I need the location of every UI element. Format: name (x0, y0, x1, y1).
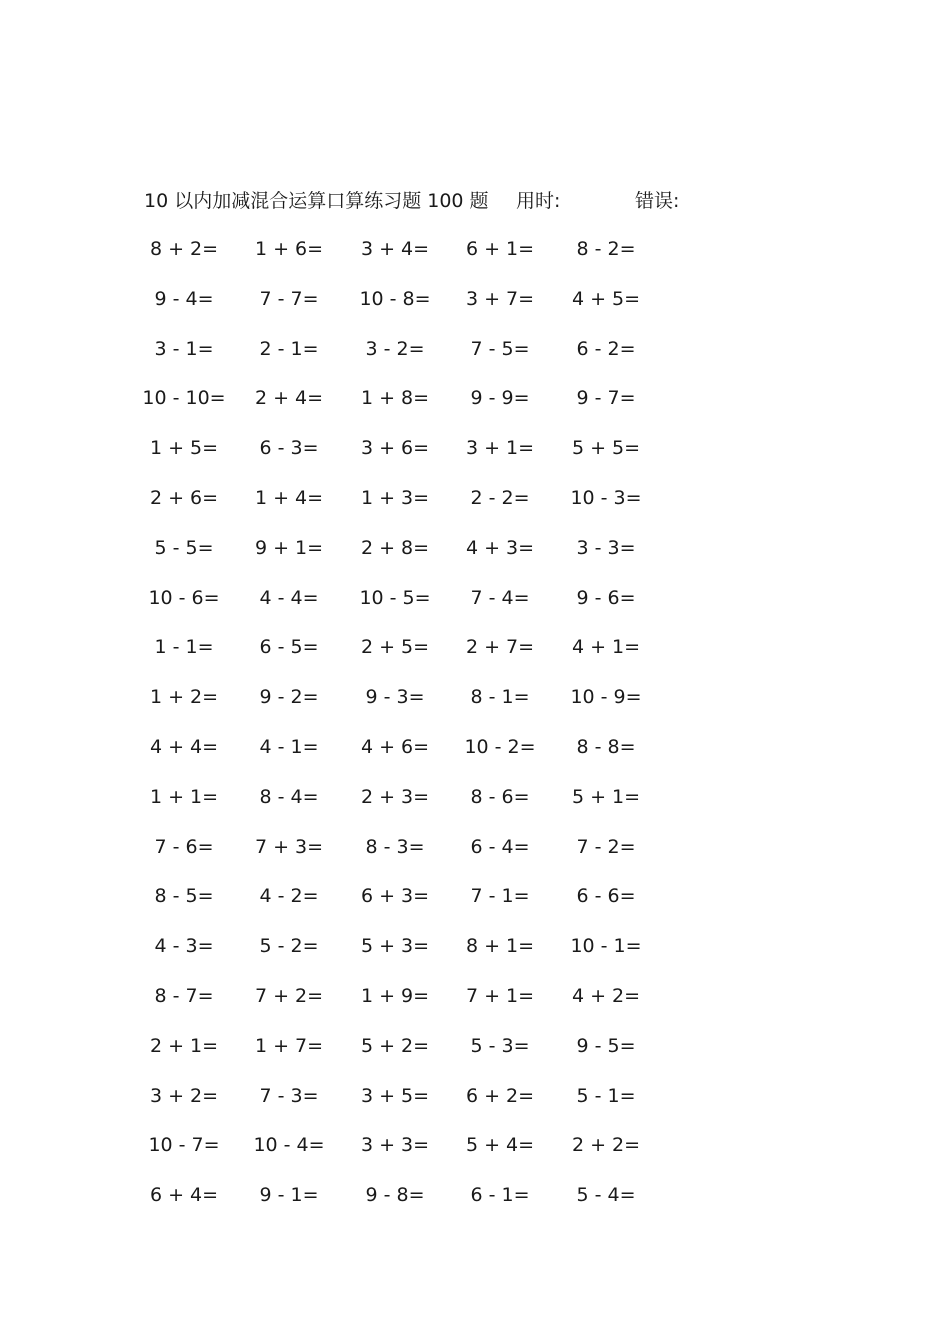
problem-item: 4 + 5= (571, 287, 641, 310)
problem-item: 7 - 5= (470, 337, 530, 360)
problem-item: 7 + 2= (254, 984, 324, 1007)
problem-item: 1 - 1= (154, 636, 214, 659)
problem-item: 2 + 5= (360, 636, 430, 659)
problem-item: 6 - 5= (259, 636, 319, 659)
problem-item: 5 + 5= (571, 437, 641, 460)
problem-row (0, 284, 950, 334)
problem-item: 9 - 2= (259, 686, 319, 709)
problem-item: 9 - 3= (365, 686, 425, 709)
problem-item: 2 - 2= (470, 486, 530, 509)
problem-row (0, 682, 950, 732)
problem-item: 10 - 2= (464, 735, 536, 758)
problem-item: 5 - 2= (259, 935, 319, 958)
problem-item: 9 - 6= (576, 586, 636, 609)
problem-row (0, 1081, 950, 1131)
problem-item: 4 + 1= (571, 636, 641, 659)
problem-item: 4 + 4= (149, 735, 219, 758)
problem-item: 8 - 6= (470, 785, 530, 808)
problem-item: 8 + 2= (149, 238, 219, 260)
problem-row (0, 832, 950, 882)
problem-item: 5 - 3= (470, 1034, 530, 1057)
problem-item: 1 + 5= (149, 437, 219, 460)
problem-item: 6 + 4= (149, 1184, 219, 1207)
problem-item: 3 + 2= (149, 1084, 219, 1107)
problem-item: 8 - 8= (576, 735, 636, 758)
problem-item: 2 + 6= (149, 486, 219, 509)
problem-item: 2 + 1= (149, 1034, 219, 1057)
problem-row (0, 583, 950, 633)
problem-item: 9 - 9= (470, 387, 530, 410)
problem-item: 6 - 6= (576, 885, 636, 908)
problem-item: 7 - 7= (259, 287, 319, 310)
problem-item: 3 - 2= (365, 337, 425, 360)
problem-item: 5 + 2= (360, 1034, 430, 1057)
problem-item: 6 - 4= (470, 835, 530, 858)
problem-item: 3 - 1= (154, 337, 214, 360)
problem-item: 1 + 8= (360, 387, 430, 410)
problem-item: 4 - 3= (154, 935, 214, 958)
problem-item: 1 + 2= (149, 686, 219, 709)
problem-item: 1 + 4= (254, 486, 324, 509)
problem-row (0, 782, 950, 832)
problem-item: 8 + 1= (465, 935, 535, 958)
problem-item: 7 + 3= (254, 835, 324, 858)
problem-item: 3 + 7= (465, 287, 535, 310)
problem-row (0, 234, 950, 284)
problem-item: 1 + 9= (360, 984, 430, 1007)
problem-item: 3 + 3= (360, 1134, 430, 1157)
problem-item: 4 - 2= (259, 885, 319, 908)
problem-item: 7 - 4= (470, 586, 530, 609)
problem-item: 9 - 1= (259, 1184, 319, 1207)
problem-item: 9 - 5= (576, 1034, 636, 1057)
problem-item: 2 + 2= (571, 1134, 641, 1157)
problem-item: 9 - 7= (576, 387, 636, 410)
problem-item: 10 - 5= (359, 586, 431, 609)
problem-row (0, 632, 950, 682)
problem-item: 7 - 2= (576, 835, 636, 858)
problem-item: 2 + 3= (360, 785, 430, 808)
problem-item: 3 + 5= (360, 1084, 430, 1107)
problem-item: 10 - 4= (253, 1134, 325, 1157)
problem-row (0, 981, 950, 1031)
problem-item: 2 + 7= (465, 636, 535, 659)
problem-item: 7 - 1= (470, 885, 530, 908)
problem-item: 5 - 1= (576, 1084, 636, 1107)
problem-item: 6 - 2= (576, 337, 636, 360)
problem-row (0, 334, 950, 384)
problem-item: 6 + 3= (360, 885, 430, 908)
problem-item: 9 - 8= (365, 1184, 425, 1207)
problem-item: 6 + 2= (465, 1084, 535, 1107)
problem-item: 8 - 7= (154, 984, 214, 1007)
error-label: 错误: (635, 190, 680, 212)
page-title: 10 以内加减混合运算口算练习题 100 题 (144, 190, 489, 212)
worksheet-header (144, 186, 744, 216)
problem-item: 10 - 9= (570, 686, 642, 709)
problem-item: 4 - 1= (259, 735, 319, 758)
problem-item: 10 - 1= (570, 935, 642, 958)
problem-row (0, 881, 950, 931)
problem-item: 2 - 1= (259, 337, 319, 360)
problem-row (0, 732, 950, 782)
problem-item: 10 - 7= (148, 1134, 220, 1157)
problem-item: 2 + 4= (254, 387, 324, 410)
problem-item: 7 - 3= (259, 1084, 319, 1107)
problem-item: 7 - 6= (154, 835, 214, 858)
problem-row (0, 433, 950, 483)
problem-row (0, 931, 950, 981)
problem-row (0, 483, 950, 533)
time-label: 用时: (516, 190, 561, 212)
problem-item: 10 - 8= (359, 287, 431, 310)
problem-item: 10 - 3= (570, 486, 642, 509)
problem-item: 6 - 3= (259, 437, 319, 460)
problem-item: 4 + 2= (571, 984, 641, 1007)
problem-item: 5 + 1= (571, 785, 641, 808)
problem-item: 5 - 4= (576, 1184, 636, 1207)
problem-item: 8 - 2= (576, 238, 636, 260)
problem-item: 4 + 3= (465, 536, 535, 559)
problem-item: 2 + 8= (360, 536, 430, 559)
problem-item: 10 - 6= (148, 586, 220, 609)
problem-item: 3 + 6= (360, 437, 430, 460)
problem-item: 6 - 1= (470, 1184, 530, 1207)
problem-grid (0, 234, 950, 1230)
problem-item: 1 + 6= (254, 238, 324, 260)
problem-item: 8 - 1= (470, 686, 530, 709)
problem-item: 3 + 4= (360, 238, 430, 260)
problem-item: 6 + 1= (465, 238, 535, 260)
problem-row (0, 1180, 950, 1230)
problem-row (0, 1130, 950, 1180)
problem-item: 5 + 4= (465, 1134, 535, 1157)
problem-item: 3 - 3= (576, 536, 636, 559)
problem-item: 1 + 1= (149, 785, 219, 808)
problem-row (0, 383, 950, 433)
problem-row (0, 1031, 950, 1081)
problem-item: 5 + 3= (360, 935, 430, 958)
problem-row (0, 533, 950, 583)
problem-item: 8 - 3= (365, 835, 425, 858)
problem-item: 4 + 6= (360, 735, 430, 758)
problem-item: 7 + 1= (465, 984, 535, 1007)
problem-item: 5 - 5= (154, 536, 214, 559)
problem-item: 9 - 4= (154, 287, 214, 310)
problem-item: 8 - 5= (154, 885, 214, 908)
problem-item: 9 + 1= (254, 536, 324, 559)
problem-item: 3 + 1= (465, 437, 535, 460)
problem-item: 8 - 4= (259, 785, 319, 808)
problem-item: 1 + 3= (360, 486, 430, 509)
problem-item: 10 - 10= (142, 387, 226, 410)
problem-item: 1 + 7= (254, 1034, 324, 1057)
problem-item: 4 - 4= (259, 586, 319, 609)
